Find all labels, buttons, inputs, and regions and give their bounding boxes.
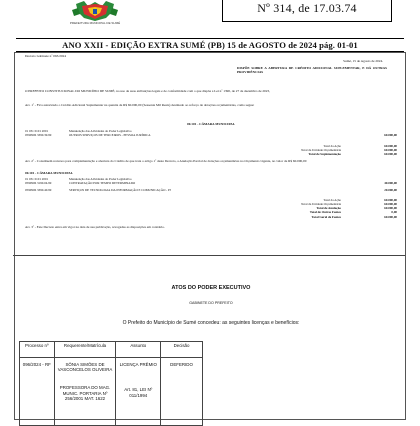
- section2-total-label: Total Geral de Fontes: [311, 215, 341, 219]
- header-rule-top: [16, 38, 404, 39]
- law-reference-box: [222, 0, 392, 22]
- section2-total-value: 60.000,00: [384, 198, 397, 202]
- gazette-header: [0, 0, 420, 50]
- section1-title: 00.101 - CÂMARA MUNICIPAL: [187, 122, 235, 126]
- column-header: Assunto: [116, 342, 161, 358]
- table-cell: LICENÇA PRÊMIO: [116, 358, 161, 374]
- section2-total-label: Total da Unidade Orçamentária: [300, 202, 341, 206]
- column-header: Decisão: [161, 342, 203, 358]
- section-divider: [13, 255, 405, 256]
- section2-total-value: 60.000,00: [384, 202, 397, 206]
- section1-total-label: Total de Suplementação: [308, 152, 341, 156]
- decree-number: Decreto Gabinete nº 063/2024: [25, 54, 67, 58]
- decree-art2: Art. 2º - Constituem recursos para complementação e abertura do Crédito de que trata o artigo 1º deste Decreto, a Anulação Parcial de dotações orçamentárias no Orçamento vigente, no valor de R$ 60.000,00: [25, 159, 307, 163]
- section2-title: 00.101 - CÂMARA MUNICIPAL: [25, 171, 73, 175]
- section1-total-label: Total da Unidade Orçamentária: [300, 148, 341, 152]
- table-cell: PROFESSORA DO MAG. MUNIC. PORTARIA Nº 256/2001 MAT. 1622: [54, 373, 116, 426]
- table-cell: SÔNIA SIMÕES DE VASCONCELOS OLIVEIRA: [54, 358, 116, 374]
- section2-total-value: 0,00: [391, 210, 397, 214]
- decree-preamble: O PREFEITO CONSTITUCIONAL DO MUNICÍPIO DE SUMÉ, no uso de suas atribuições legais e de conformidade com o que dispõe a Lei nº 1390, de 27 de dezembro de 2023,: [25, 89, 270, 93]
- section2-row-desc: Manutenção das Atividades do Poder Legislativo: [69, 177, 132, 181]
- table-header-row: [20, 342, 203, 358]
- section2-row-value: 40.000,00: [384, 181, 397, 185]
- table-cell: DEFERIDO: [161, 358, 203, 374]
- section1-row-code: 0590906 3390.39.99: [25, 133, 52, 137]
- executive-subtitle: GABINETE DO PREFEITO: [189, 301, 233, 305]
- column-header: Processo nº: [20, 342, 55, 358]
- executive-intro: O Prefeito do Município de Sumé concedeu: as seguintes licenças e benefícios:: [122, 320, 300, 326]
- section1-row-code: 01 031 0101 2001: [25, 129, 49, 133]
- crest-caption: PREFEITURA MUNICIPAL DE SUMÉ: [69, 21, 121, 25]
- section2-total-label: Total de Anulação: [316, 206, 341, 210]
- section2-total-value: 60.000,00: [384, 206, 397, 210]
- section1-row-value: 60.000,00: [384, 133, 397, 137]
- page-content: [14, 52, 406, 420]
- table-cell: [20, 373, 55, 426]
- executive-title: ATOS DO PODER EXECUTIVO: [171, 285, 251, 291]
- decree-art1: Art. 1º - Fica autorizado o Crédito Adicional Suplementar na quantia de R$ 60.000,00 (Sessenta Mil Reais) destinado ao reforço de dotações orçamentárias, como segue:: [25, 103, 255, 107]
- section1-total-value: 60.000,00: [384, 144, 397, 148]
- decree-place-date: Sumé, 15 de Agosto de 2024.: [343, 59, 383, 63]
- table-cell: [161, 373, 203, 426]
- decree-summary: DISPÕE SOBRE A ABERTURA DE CRÉDITO ADICIONAL SUPLEMENTAR, E DÁ OUTRAS PROVIDÊNCIAS: [237, 66, 387, 75]
- table-cell: Art. 81, LEI Nº 011/1994: [116, 373, 161, 426]
- section2-row-value: 20.000,00: [384, 188, 397, 192]
- section1-total-label: Total da Ação: [323, 144, 341, 148]
- section2-row-desc: CONTRATAÇÃO POR TEMPO DETERMINADO: [69, 181, 136, 185]
- section1-total-value: 60.000,00: [384, 152, 397, 156]
- section1-row-desc: OUTROS SERVIÇOS DE TERCEIROS - PESSOA JURÍDICA: [69, 133, 151, 137]
- section2-total-value: 60.000,00: [384, 215, 397, 219]
- municipal-crest-logo: [66, 0, 124, 22]
- section2-row-code: 0590906 3390.40.99: [25, 188, 52, 192]
- decree-art3: Art. 3º - Este Decreto entra em vigor na data de sua publicação, revogadas as disposições em contrário.: [25, 225, 165, 229]
- section2-row-desc: SERVIÇOS DE TECNOLOGIA DA INFORMAÇÃO E COMUNICAÇÃO - PJ: [69, 188, 172, 192]
- table-cell: 096/2024 - RF: [20, 358, 55, 374]
- section2-row-code: 01 031 0101 2001: [25, 177, 49, 181]
- section2-total-label: Total da Ação: [323, 198, 341, 202]
- section1-total-value: 60.000,00: [384, 148, 397, 152]
- law-reference: Nº 314, de 17.03.74: [257, 1, 357, 15]
- table-row: [20, 358, 203, 374]
- section1-row-desc: Manutenção das Atividades do Poder Legislativo: [69, 129, 132, 133]
- edition-line: ANO XXII - EDIÇÃO EXTRA SUMÉ (PB) 15 de AGOSTO de 2024 pág. 01-01: [62, 40, 358, 50]
- section2-total-label: Total de Outras Fontes: [309, 210, 341, 214]
- licenses-table: [19, 341, 203, 426]
- table-row: [20, 373, 203, 426]
- section2-row-code: 0590906 3190.04.99: [25, 181, 52, 185]
- column-header: Requerente/Matrícula: [54, 342, 116, 358]
